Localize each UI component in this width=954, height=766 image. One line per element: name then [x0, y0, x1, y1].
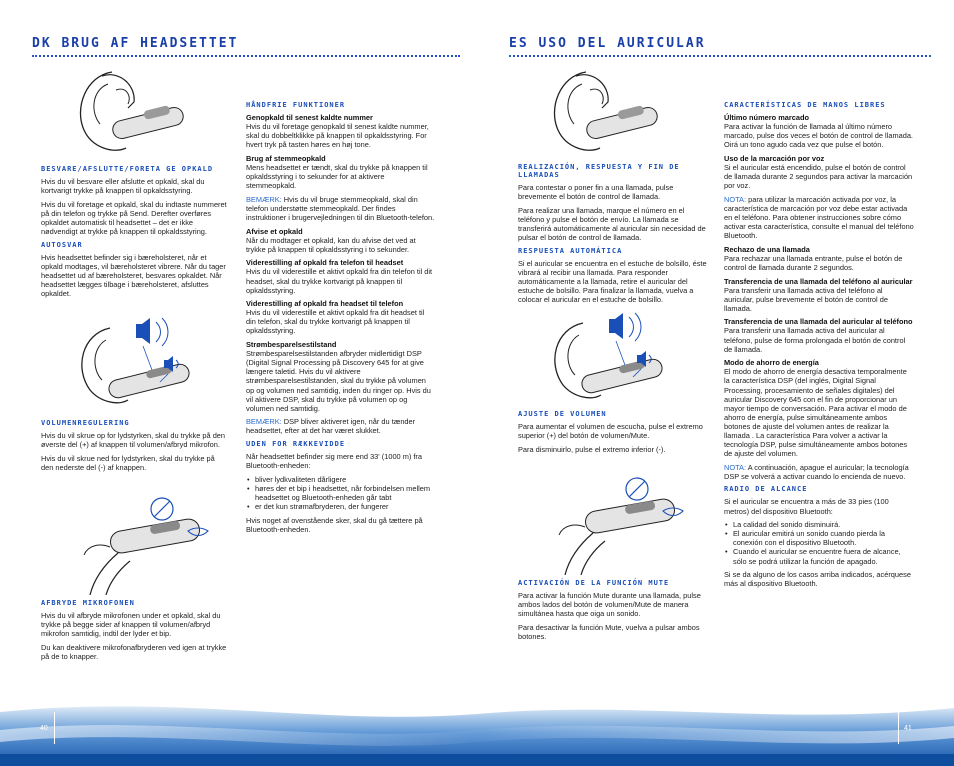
- section-heading-call-handling: REALIZACIÓN, RESPUESTA Y FIN DE LLAMADAS: [518, 163, 680, 179]
- paragraph: Hvis headsettet befinder sig i bæreholsteret, når et opkald modtages, vil bæreholsteret vibrere. Når du tager headsettet ud af bæreholsteret, besvares opkaldet. Når headsettet lægges tilbage i bæreholsteret, afsluttes opkaldet.: [41, 252, 226, 298]
- paragraph: Para activar la función Mute durante una llamada, pulse ambos lados del botón de volumen/Mute de manera simultánea hasta que oiga un sonido.: [518, 591, 701, 619]
- page-title-es: ES USO DEL AURICULAR: [509, 36, 706, 51]
- list-item: • El auricular emitirá un sonido cuando pierda la conexión con el dispositivo Bluetooth.: [724, 529, 914, 547]
- paragraph: Når du modtager et opkald, kan du afvise det ved at trykke på knappen til opkaldsstyring i to sekunder.: [246, 235, 416, 254]
- section-heading-handsfree: HÅNDFRIE FUNKTIONER: [246, 101, 346, 109]
- paragraph: Du kan deaktivere mikrofonafbryderen ved igen at trykke på de to knapper.: [41, 642, 227, 661]
- paragraph: Hvis du vil afbryde mikrofonen under et opkald, skal du trykke på begge sider af knappen til volumen/afbryd mikrofon samtidig, indtil der lyder et bip.: [41, 611, 221, 639]
- paragraph: Hvis du vil besvare eller afslutte et opkald, skal du kortvarigt trykke på knappen til opkaldsstyring.: [41, 177, 205, 196]
- paragraph: Hvis du vil foretage et opkald, skal du indtaste nummeret på din telefon og trykke på Send. Derefter overføres opkaldet automatisk til headsettet – det er ikke nødvendigt at trykke på knappen til opkaldsstyring.: [41, 199, 227, 236]
- subheading: Viderestilling af opkald fra telefon til headset: [246, 258, 404, 268]
- right-column-1: [518, 160, 708, 309]
- section-heading-autoanswer: RESPUESTA AUTOMÁTICA: [518, 246, 623, 255]
- note-label: NOTA:: [724, 194, 747, 204]
- range-list: [246, 475, 436, 511]
- subheading: Último número marcado: [724, 113, 810, 122]
- subheading: Transferencia de una llamada del teléfono al auricular: [724, 276, 913, 286]
- paragraph: Når headsettet befinder sig mere end 33' (1000 m) fra Bluetooth-enheden:: [246, 452, 423, 471]
- paragraph: Para realizar una llamada, marque el número en el teléfono y pulse el botón de envío. La llamada se transferirá automáticamente al auricular sin necesidad de pulsar el botón de control de llamada.: [518, 205, 706, 242]
- paragraph: Hvis noget af ovenstående sker, skal du gå tættere på Bluetooth-enheden.: [246, 515, 423, 534]
- paragraph: Para transferir una llamada activa del auricular al teléfono, pulse de forma prolongada el botón de control de llamada.: [724, 326, 906, 354]
- headset-mute-illustration: [70, 495, 220, 595]
- paragraph: Hvis du vil skrue op for lydstyrken, skal du trykke på den øverste del (+) af knappen til volumen/afbryd mikrofon.: [41, 431, 226, 450]
- speaker-loud-icon: [136, 318, 168, 346]
- title-divider-right: [509, 55, 931, 57]
- section-heading-call-handling: BESVARE/AFSLUTTE/FORETA GE OPKALD: [41, 165, 214, 173]
- list-item: • er det kun strømafbryderen, der fungerer: [246, 502, 436, 511]
- paragraph: Hvis du vil viderestille et aktivt opkald fra din telefon til dit headset, skal du trykke kortvarigt på knappen til opkaldsstyring.: [246, 267, 433, 295]
- section-heading-mute: ACTIVACIÓN DE LA FUNCIÓN MUTE: [518, 579, 670, 587]
- mute-icon: [151, 498, 173, 520]
- list-item: • høres der et bip i headsettet, når forbindelsen mellem headsettet og Bluetooth-enheden går tabt: [246, 484, 436, 502]
- paragraph: Para rechazar una llamada entrante, pulse el botón de control de llamada durante 2 segundos.: [724, 253, 903, 272]
- headset-mute-illustration: [545, 475, 695, 575]
- section-heading-volume: AJUSTE DE VOLUMEN: [518, 410, 607, 418]
- subheading: Genopkald til senest kaldte nummer: [246, 113, 373, 122]
- paragraph: Si el auricular se encuentra a más de 33 pies (100 metros) del dispositivo Bluetooth:: [724, 497, 889, 516]
- paragraph: Para contestar o poner fin a una llamada, pulse brevemente el botón de control de llamada.: [518, 183, 674, 202]
- note: BEMÆRK: DSP bliver aktiveret igen, når du tænder headsettet, efter at det har været slukket.: [246, 417, 416, 436]
- headset-press-illustration: [546, 68, 676, 158]
- list-item: • bliver lydkvaliteten dårligere: [246, 475, 436, 484]
- paragraph: Para aumentar el volumen de escucha, pulse el extremo superior (+) del botón de volumen/Mute.: [518, 422, 703, 441]
- subheading: Transferencia de una llamada del auricular al teléfono: [724, 317, 913, 327]
- paragraph: Para activar la función de llamada al último número marcado, pulse dos veces el botón de control de llamada. Oirá un tono agudo cada vez que pulse el botón.: [724, 122, 913, 150]
- section-heading-handsfree: CARACTERÍSTICAS DE MANOS LIBRES: [724, 101, 886, 109]
- note-label: NOTA:: [724, 462, 747, 472]
- page-number-left: 40: [40, 725, 48, 732]
- subheading: Viderestilling af opkald fra headset til telefon: [246, 299, 404, 309]
- mute-icon: [626, 478, 648, 500]
- section-heading-range: RADIO DE ALCANCE: [724, 485, 808, 494]
- list-item: • Cuando el auricular se encuentre fuera de alcance, sólo se podrá utilizar la función de apagado.: [724, 547, 914, 565]
- paragraph: Hvis du vil foretage genopkald til senest kaldte nummer, skal du dobbeltklikke på knappen til opkaldsstyring. For hvert tryk på tasten høres en høj tone.: [246, 122, 429, 150]
- note: NOTA: A continuación, apague el auricular; la tecnología DSP se volverá a activar cuando lo encienda de nuevo.: [724, 462, 909, 481]
- section-heading-mute: AFBRYDE MIKROFONEN: [41, 599, 135, 607]
- title-divider-left: [32, 55, 460, 57]
- section-heading-volume: VOLUMENREGULERING: [41, 419, 130, 427]
- section-heading-range: UDEN FOR RÆKKEVIDDE: [246, 440, 346, 448]
- range-list: [724, 520, 914, 565]
- left-column-1: [41, 162, 229, 303]
- note: NOTA: para utilizar la marcación activada por voz, la característica de marcación por voz debe estar activada en el teléfono. Para obtener instrucciones sobre cómo activar esta característica, consulte el manual del teléfono Bluetooth.: [724, 194, 914, 241]
- right-column-1-mute: [518, 576, 708, 645]
- left-column-2: [246, 98, 436, 538]
- paragraph: Si se da alguno de los casos arriba indicados, acérquese más al dispositivo Bluetooth.: [724, 570, 911, 589]
- note-label: BEMÆRK:: [246, 194, 282, 204]
- headset-press-illustration: [72, 68, 202, 158]
- subheading: Rechazo de una llamada: [724, 244, 810, 254]
- speaker-loud-icon: [609, 313, 641, 341]
- subheading: Strømbesparelsestilstand: [246, 340, 337, 350]
- page-number-right: 41: [904, 725, 912, 732]
- paragraph: Si el auricular está encendido, pulse el botón de control de llamada durante 2 segundos para activar la marcación por voz.: [724, 162, 913, 191]
- page-title-dk: DK BRUG AF HEADSETTET: [32, 36, 239, 51]
- page-divider-right: [898, 712, 899, 744]
- section-heading-autoanswer: AUTOSVAR: [41, 240, 83, 249]
- paragraph: Para transferir una llamada activa del teléfono al auricular, pulse brevemente el botón de control de llamada.: [724, 285, 888, 313]
- paragraph: Strømbesparelsestilstanden afbryder midlertidigt DSP (Digital Signal Processing på Discovery 645 for at give længere taletid. Hvis du vil aktivere strømbesparelsestilstanden, skal du trykke på volumen op og volumen ned samtidig, inden du ringer op. Hvis du vil aktivere DSP, skal du trykke på volumen op og volumen ned samtidig.: [246, 349, 431, 413]
- headset-volume-illustration: [545, 305, 675, 410]
- footer-wave-decoration: [0, 690, 954, 766]
- paragraph: Hvis du vil skrue ned for lydstyrken, skal du trykke på den nederste del (-) af knappen.: [41, 453, 215, 472]
- subheading: Brug af stemmeopkald: [246, 153, 326, 163]
- headset-volume-illustration: [72, 310, 202, 415]
- subheading: Afvise et opkald: [246, 226, 303, 236]
- left-column-1-volume: [41, 416, 229, 476]
- note: BEMÆRK: Hvis du vil bruge stemmeopkald, skal din telefon understøtte stemmeopkald. Der findes instruktioner i brugervejledningen til din Bluetooth-telefon.: [246, 194, 435, 222]
- subheading: Modo de ahorro de energía: [724, 358, 819, 368]
- paragraph: El modo de ahorro de energía desactiva temporalmente la característica DSP (del inglés, Digital Signal Processing, procesamiento de señales digitales) del auricular Discovery 645 con el fin de proporcionar un mayor tiempo de conversación. Para activar el modo de ahorro de energía, pulse simultáneamente ambos botones de ajuste del volumen antes de realizar la llamada . La característica Para volver a activar la tecnología DSP, pulse simultáneamente ambos botones de ajuste del volumen.: [724, 367, 908, 459]
- paragraph: Mens headsettet er tændt, skal du trykke på knappen til opkaldsstyring i to sekunder for at aktivere stemmeopkald.: [246, 162, 428, 191]
- page-divider-left: [54, 712, 55, 744]
- paragraph: Para desactivar la función Mute, vuelva a pulsar ambos botones.: [518, 622, 700, 641]
- right-column-2: [724, 98, 914, 593]
- right-column-1-volume: [518, 407, 708, 458]
- paragraph: Hvis du vil viderestille et aktivt opkald fra dit headset til din telefon, skal du trykke kortvarigt på knappen til opkaldsstyring.: [246, 308, 425, 336]
- paragraph: Para disminuirlo, pulse el extremo inferior (-).: [518, 444, 666, 454]
- paragraph: Si el auricular se encuentra en el estuche de bolsillo, éste vibrará al recibir una llamada. Para responder automáticamente a la llamada, retire el auricular del estuche de bolsillo. Para finalizar la llamada, vuelva a colocar el auricular en el estuche de bolsillo.: [518, 258, 707, 304]
- list-item: • La calidad del sonido disminuirá.: [724, 520, 914, 529]
- note-label: BEMÆRK:: [246, 417, 282, 427]
- subheading: Uso de la marcación por voz: [724, 153, 825, 163]
- left-column-1-mute: [41, 596, 229, 665]
